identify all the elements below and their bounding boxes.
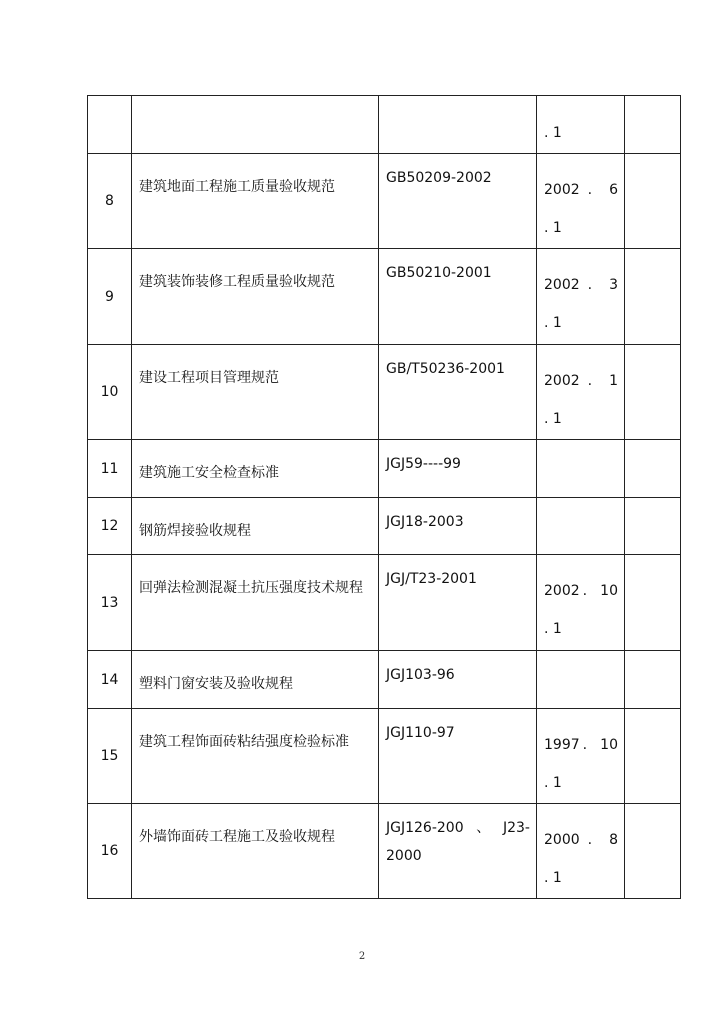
row-number: 10 bbox=[88, 345, 132, 440]
remark-cell bbox=[625, 651, 681, 709]
date-month: 10 bbox=[600, 583, 618, 599]
date-cell bbox=[537, 154, 625, 249]
row-number: 16 bbox=[88, 804, 132, 899]
date-cell bbox=[537, 249, 625, 345]
table-row bbox=[88, 440, 681, 498]
row-number: 14 bbox=[88, 651, 132, 709]
num-cell bbox=[88, 96, 132, 154]
date-day: . 1 bbox=[544, 315, 562, 331]
remark-cell bbox=[625, 96, 681, 154]
table-row bbox=[88, 651, 681, 709]
remark-cell bbox=[625, 345, 681, 440]
standard-code bbox=[386, 661, 530, 689]
date-separator: . bbox=[587, 277, 593, 293]
date-year-sep bbox=[544, 572, 587, 610]
code-cell bbox=[379, 804, 537, 899]
table-row bbox=[88, 498, 681, 555]
standard-name: 塑料门窗安装及验收规程 bbox=[132, 651, 379, 709]
page-number: 2 bbox=[358, 951, 366, 962]
date-cell bbox=[537, 498, 625, 555]
date-day: . 1 bbox=[544, 411, 562, 427]
standard-code-part: GB50209-2002 bbox=[386, 170, 492, 186]
date-day: . 1 bbox=[544, 220, 562, 236]
table-row-continuation bbox=[88, 96, 681, 154]
implementation-date bbox=[544, 362, 618, 400]
date-year: 1997 bbox=[544, 737, 580, 753]
standard-code-part: J23- bbox=[502, 820, 530, 836]
date-cell bbox=[537, 345, 625, 440]
table-row bbox=[88, 804, 681, 899]
date-year-sep bbox=[544, 171, 592, 209]
date-day: . 1 bbox=[544, 621, 562, 637]
implementation-date bbox=[544, 821, 618, 859]
standard-code bbox=[386, 164, 530, 192]
date-separator: . bbox=[587, 832, 593, 848]
table-row bbox=[88, 249, 681, 345]
standard-name: 钢筋焊接验收规程 bbox=[132, 498, 379, 555]
standard-code bbox=[386, 450, 530, 478]
remark-cell bbox=[625, 249, 681, 345]
implementation-date bbox=[544, 171, 618, 209]
date-year-sep bbox=[544, 726, 587, 764]
name-cell bbox=[132, 96, 379, 154]
standard-code-part: 、 bbox=[476, 820, 491, 836]
standard-name: 回弹法检测混凝土抗压强度技术规程 bbox=[132, 555, 379, 651]
code-cell bbox=[379, 345, 537, 440]
standard-code-part: JGJ103-96 bbox=[386, 667, 455, 683]
standard-code bbox=[386, 259, 530, 287]
standard-name: 建设工程项目管理规范 bbox=[132, 345, 379, 440]
date-year-sep bbox=[544, 362, 592, 400]
remark-cell bbox=[625, 804, 681, 899]
date-year: 2002 bbox=[544, 182, 580, 198]
date-day: . 1 bbox=[544, 870, 562, 886]
date-cell bbox=[537, 804, 625, 899]
date-separator: . bbox=[582, 583, 588, 599]
code-cell bbox=[379, 709, 537, 804]
standard-code-continued: 2000 bbox=[386, 848, 422, 864]
row-number: 13 bbox=[88, 555, 132, 651]
standards-table bbox=[87, 95, 681, 899]
standard-code bbox=[386, 814, 530, 842]
standard-code bbox=[386, 355, 530, 383]
standard-code-part: GB/T50236-2001 bbox=[386, 361, 505, 377]
standard-name: 建筑工程饰面砖粘结强度检验标准 bbox=[132, 709, 379, 804]
standard-code bbox=[386, 508, 530, 536]
date-year: 2002 bbox=[544, 277, 580, 293]
date-day: . 1 bbox=[544, 125, 562, 141]
row-number: 9 bbox=[88, 249, 132, 345]
date-month: 8 bbox=[609, 832, 618, 848]
date-separator: . bbox=[587, 373, 593, 389]
standard-code-part: JGJ18-2003 bbox=[386, 514, 464, 530]
code-cell bbox=[379, 249, 537, 345]
implementation-date bbox=[544, 726, 618, 764]
date-cell bbox=[537, 440, 625, 498]
date-day: . 1 bbox=[544, 775, 562, 791]
table-row bbox=[88, 555, 681, 651]
remark-cell bbox=[625, 555, 681, 651]
date-month: 3 bbox=[609, 277, 618, 293]
date-year-sep bbox=[544, 821, 592, 859]
remark-cell bbox=[625, 498, 681, 555]
date-year-sep bbox=[544, 266, 592, 304]
code-cell bbox=[379, 555, 537, 651]
remark-cell bbox=[625, 709, 681, 804]
table-row bbox=[88, 345, 681, 440]
standard-name: 外墙饰面砖工程施工及验收规程 bbox=[132, 804, 379, 899]
standard-code bbox=[386, 719, 530, 747]
standard-name: 建筑地面工程施工质量验收规范 bbox=[132, 154, 379, 249]
date-cell bbox=[537, 651, 625, 709]
remark-cell bbox=[625, 440, 681, 498]
implementation-date bbox=[544, 572, 618, 610]
standard-name: 建筑施工安全检查标准 bbox=[132, 440, 379, 498]
date-separator: . bbox=[582, 737, 588, 753]
standard-name: 建筑装饰装修工程质量验收规范 bbox=[132, 249, 379, 345]
date-separator: . bbox=[587, 182, 593, 198]
date-cell bbox=[537, 96, 625, 154]
date-month: 10 bbox=[600, 737, 618, 753]
code-cell bbox=[379, 96, 537, 154]
standard-code-part: JGJ110-97 bbox=[386, 725, 455, 741]
remark-cell bbox=[625, 154, 681, 249]
date-year: 2002 bbox=[544, 373, 580, 389]
code-cell bbox=[379, 651, 537, 709]
standard-code bbox=[386, 565, 530, 593]
row-number: 15 bbox=[88, 709, 132, 804]
code-cell bbox=[379, 154, 537, 249]
date-month: 1 bbox=[609, 373, 618, 389]
standard-code-part: JGJ/T23-2001 bbox=[386, 571, 477, 587]
date-month: 6 bbox=[609, 182, 618, 198]
table-row bbox=[88, 154, 681, 249]
table-row bbox=[88, 709, 681, 804]
row-number: 12 bbox=[88, 498, 132, 555]
date-cell bbox=[537, 709, 625, 804]
row-number: 11 bbox=[88, 440, 132, 498]
implementation-date bbox=[544, 266, 618, 304]
code-cell bbox=[379, 440, 537, 498]
code-cell bbox=[379, 498, 537, 555]
date-year: 2002 bbox=[544, 583, 580, 599]
date-year: 2000 bbox=[544, 832, 580, 848]
date-cell bbox=[537, 555, 625, 651]
standard-code-part: GB50210-2001 bbox=[386, 265, 492, 281]
standard-code-part: JGJ59----99 bbox=[386, 456, 461, 472]
row-number: 8 bbox=[88, 154, 132, 249]
standard-code-part: JGJ126-200 bbox=[386, 820, 464, 836]
